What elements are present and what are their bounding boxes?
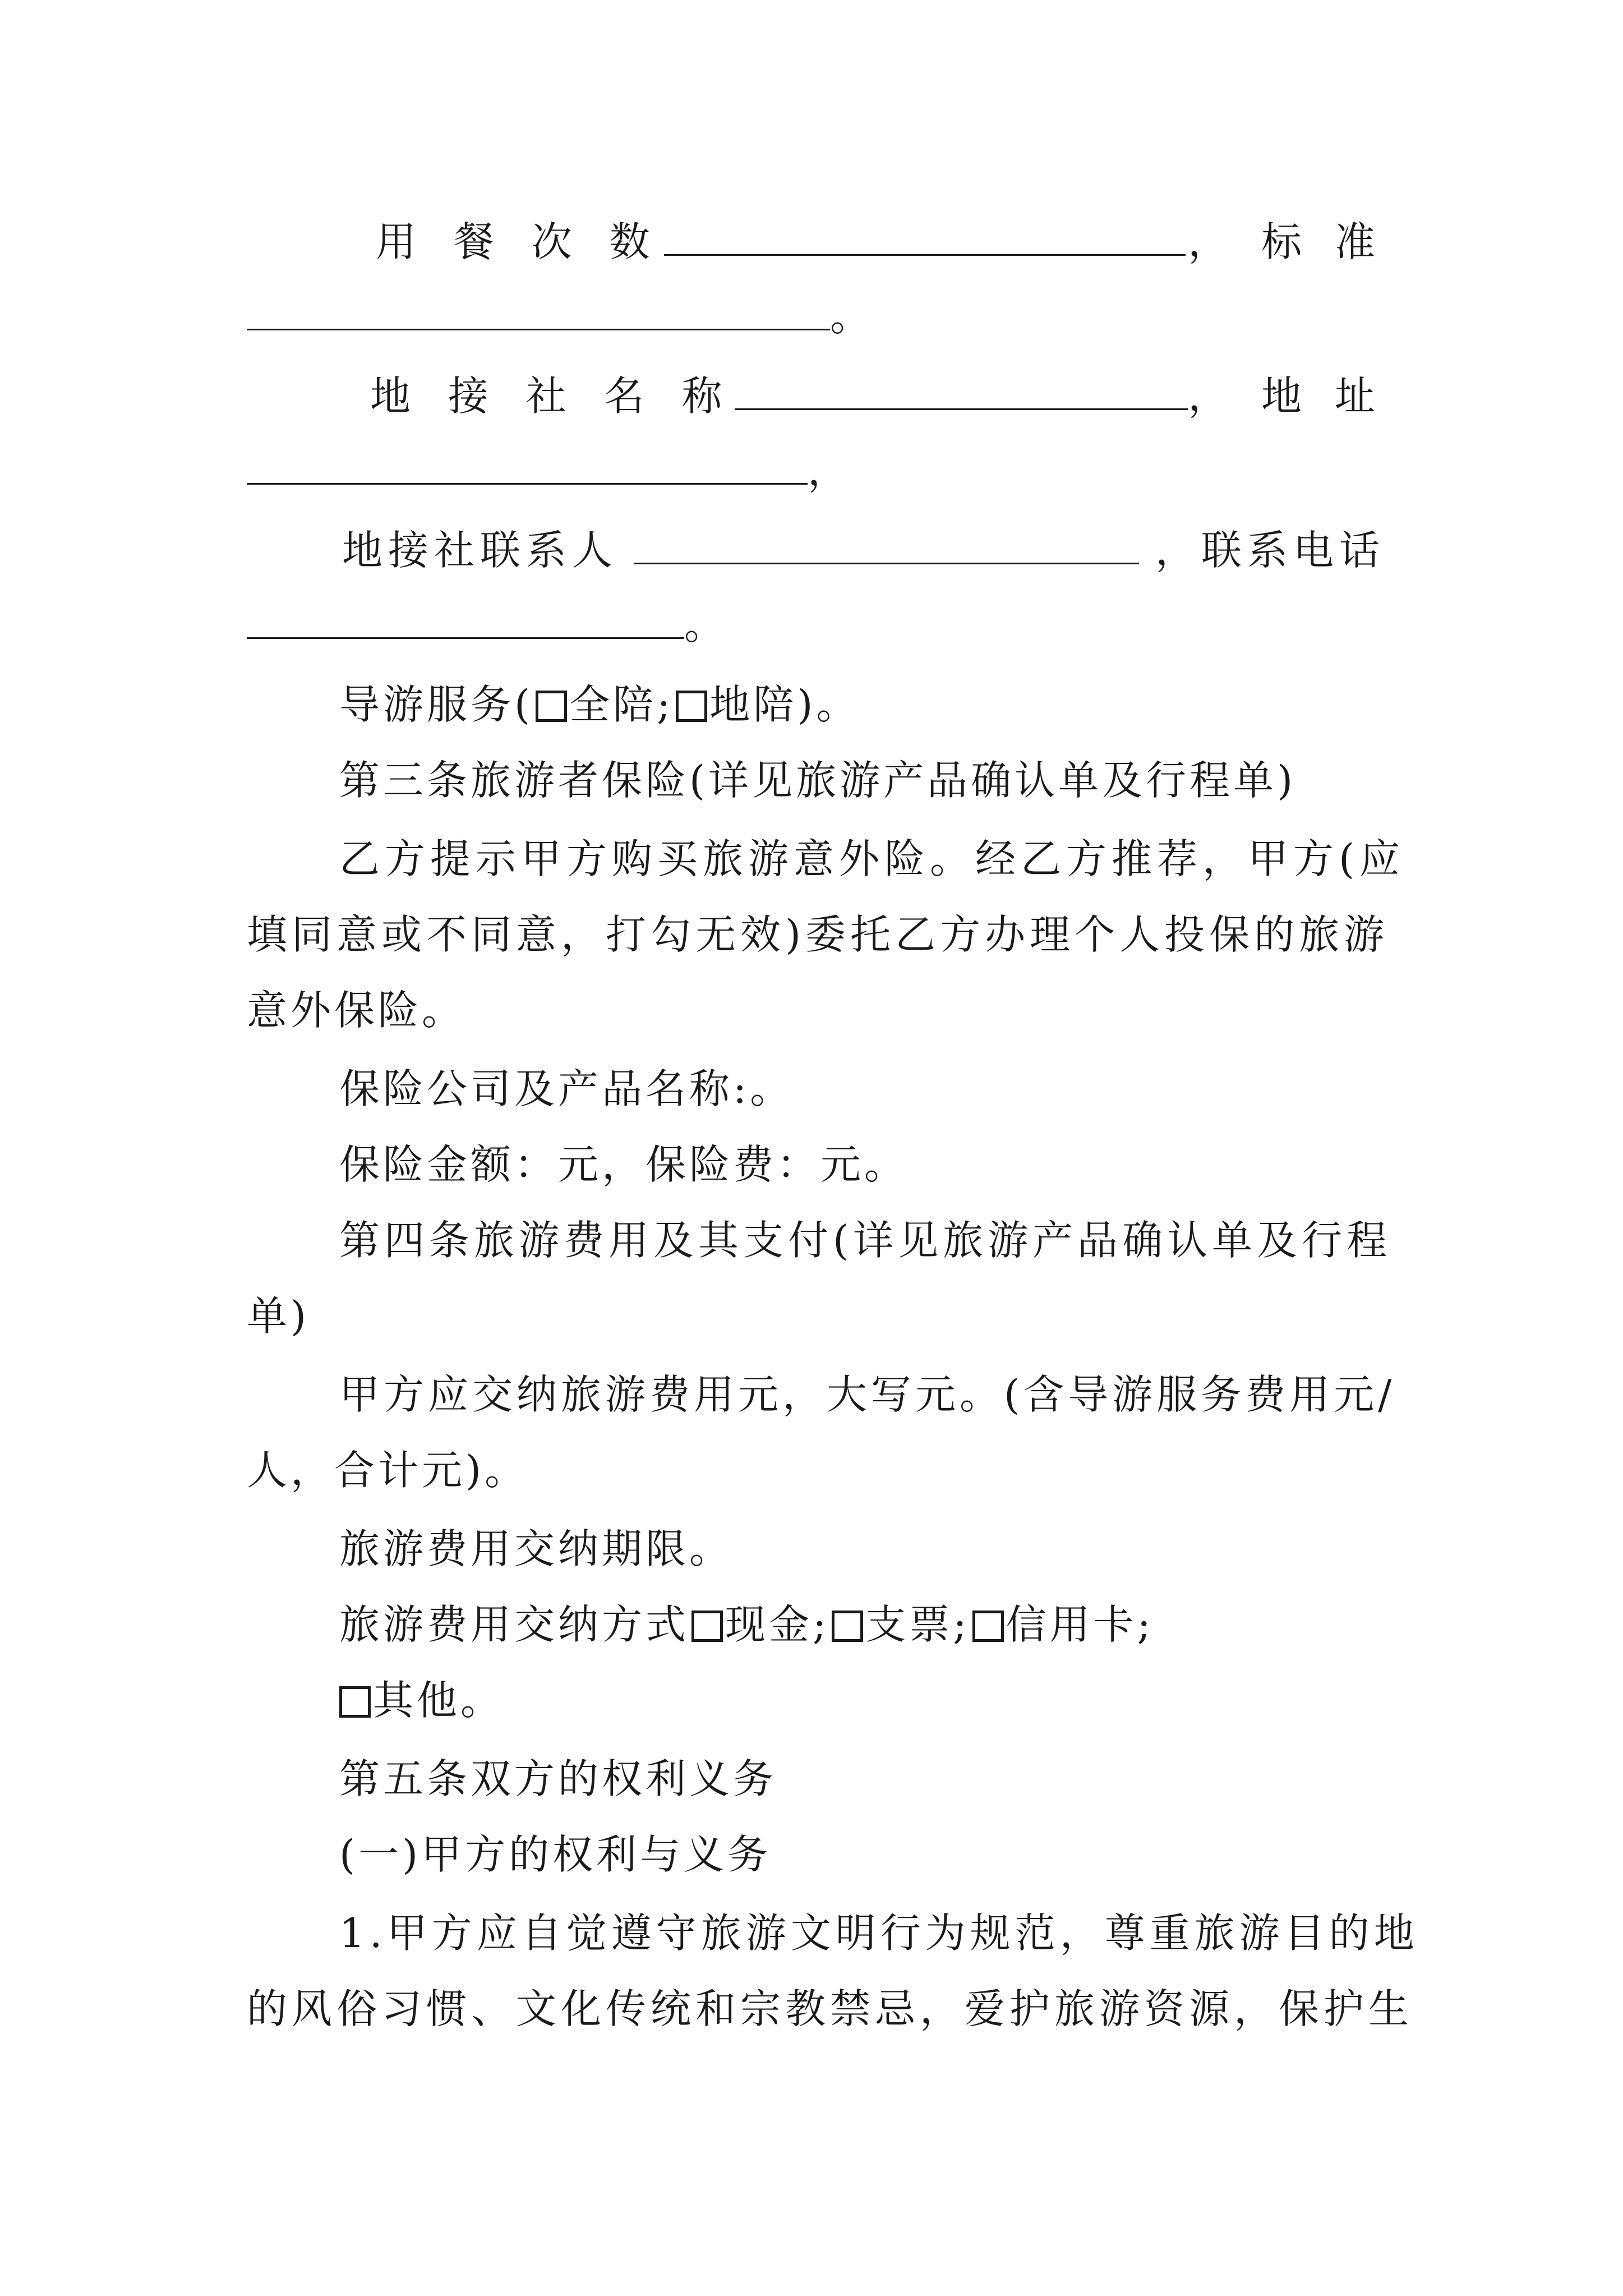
article4-fee-line2: 人，合计元)。 bbox=[247, 1447, 529, 1494]
guide-service-line bbox=[339, 679, 1478, 730]
guide-local-checkbox[interactable] bbox=[676, 691, 707, 722]
article3-insurer: 保险公司及产品名称:。 bbox=[339, 1065, 794, 1112]
local-address-end: ， bbox=[808, 447, 852, 494]
local-address-blank[interactable] bbox=[247, 449, 808, 485]
cash-label: 现金; bbox=[725, 1601, 830, 1648]
check-checkbox[interactable] bbox=[832, 1611, 863, 1642]
meal-std-blank[interactable] bbox=[247, 295, 830, 330]
article3-title: 第三条旅游者保险(详见旅游产品确认单及行程单) bbox=[339, 757, 1297, 804]
article4-title-line1: 第四条旅游费用及其支付(详见旅游产品确认单及行程 bbox=[339, 1217, 1392, 1264]
article3-p1-line2: 填同意或不同意，打勾无效)委托乙方办理个人投保的旅游 bbox=[247, 911, 1389, 958]
guide-local-label: 地陪)。 bbox=[709, 681, 860, 728]
article3-p1-line1: 乙方提示甲方购买旅游意外险。经乙方推荐，甲方(应 bbox=[339, 835, 1405, 882]
article3-p1-line3: 意外保险。 bbox=[247, 987, 466, 1034]
check-label: 支票; bbox=[865, 1601, 970, 1648]
article5-title: 第五条双方的权利义务 bbox=[339, 1755, 777, 1802]
meal-count-label: 用 餐 次 数 bbox=[376, 218, 662, 265]
card-checkbox[interactable] bbox=[972, 1611, 1004, 1642]
local-phone-line bbox=[247, 599, 1385, 651]
local-agency-blank[interactable] bbox=[735, 375, 1188, 410]
local-phone-blank[interactable] bbox=[247, 604, 684, 639]
article5-item1-line1: 1.甲方应自觉遵守旅游文明行为规范，尊重旅游目的地 bbox=[339, 1910, 1419, 1957]
article5-sub1: (一)甲方的权利与义务 bbox=[339, 1831, 772, 1878]
guide-full-checkbox[interactable] bbox=[536, 691, 567, 722]
article4-title-line2: 单) bbox=[247, 1292, 310, 1340]
local-address-line bbox=[247, 445, 1385, 496]
meal-std-label: ， 标 准 bbox=[1188, 218, 1385, 265]
local-address-label: ， 地 址 bbox=[1188, 372, 1385, 420]
other-label: 其他。 bbox=[373, 1677, 505, 1724]
card-label: 信用卡; bbox=[1006, 1601, 1154, 1648]
local-phone-label: ，联系电话 bbox=[1155, 527, 1385, 574]
local-agency-label: 地 接 社 名 称 bbox=[370, 372, 735, 420]
meal-count-blank[interactable] bbox=[664, 220, 1186, 256]
meal-std-line bbox=[247, 291, 1385, 342]
article4-fee-line1: 甲方应交纳旅游费用元，大写元。(含导游服务费用元/ bbox=[339, 1371, 1396, 1418]
local-phone-end: 。 bbox=[684, 601, 728, 648]
meal-line bbox=[376, 216, 1385, 268]
article4-deadline: 旅游费用交纳期限。 bbox=[339, 1525, 734, 1572]
local-agency-line bbox=[370, 370, 1385, 422]
local-contact-label: 地接社联系人 bbox=[342, 527, 619, 574]
article3-amount: 保险金额：元，保险费：元。 bbox=[339, 1141, 909, 1188]
local-contact-blank[interactable] bbox=[634, 529, 1139, 564]
method-prefix: 旅游费用交纳方式 bbox=[339, 1601, 690, 1648]
guide-service-label: 导游服务( bbox=[339, 681, 534, 728]
article5-item1-line2: 的风俗习惯、文化传统和宗教禁忌，爱护旅游资源，保护生 bbox=[247, 1985, 1414, 2032]
meal-std-end: 。 bbox=[830, 293, 874, 340]
cash-checkbox[interactable] bbox=[691, 1611, 723, 1642]
article4-method-line bbox=[339, 1599, 1478, 1650]
other-checkbox[interactable] bbox=[339, 1686, 371, 1718]
guide-full-label: 全陪; bbox=[569, 681, 674, 728]
local-contact-line bbox=[342, 524, 1385, 576]
article4-other-line bbox=[339, 1674, 1478, 1726]
